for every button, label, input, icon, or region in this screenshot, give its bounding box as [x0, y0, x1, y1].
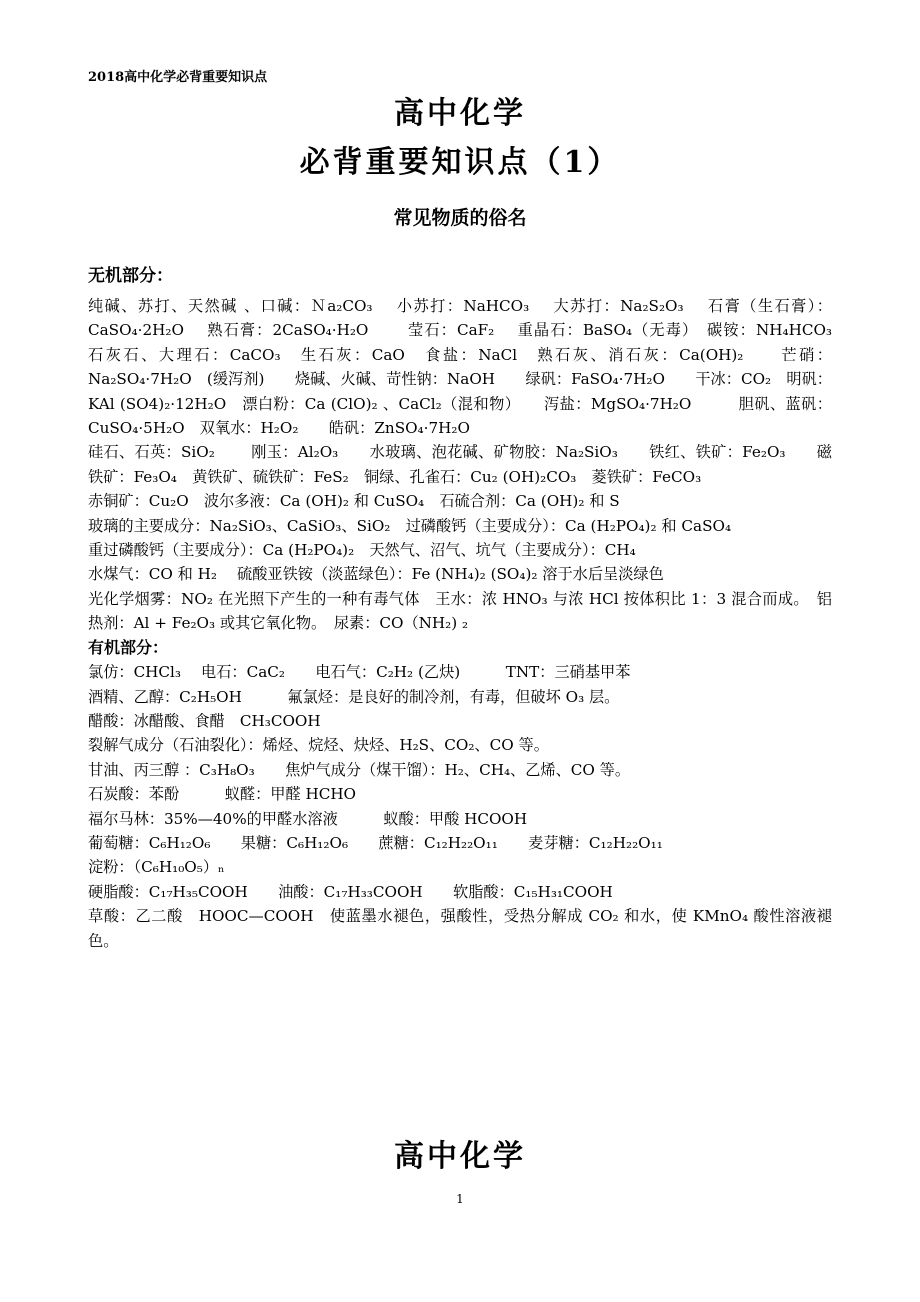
inorganic-paragraph: 重过磷酸钙（主要成分）：Ca (H₂PO₄)₂ 天然气、沼气、坑气（主要成分）：CH₄: [88, 541, 636, 560]
organic-paragraph: 福尔马林：35%—40%的甲醛水溶液 蚁酸：甲酸 HCOOH: [88, 809, 528, 828]
inorganic-paragraph: 水煤气：CO 和 H₂ 硫酸亚铁铵（淡蓝绿色）：Fe (NH₄)₂ (SO₄)₂ 溶于水后呈淡绿色: [88, 565, 664, 584]
inorganic-paragraph: 玻璃的主要成分：Na₂SiO₃、CaSiO₃、SiO₂ 过磷酸钙（主要成分）：Ca (H₂PO₄)₂ 和 CaSO₄: [88, 516, 732, 535]
page-title: 高中化学: [394, 96, 526, 131]
organic-paragraph: 醋酸：冰醋酸、食醋 CH₃COOH: [88, 711, 321, 730]
page-subtitle: 常见物质的俗名: [393, 207, 527, 229]
inorganic-heading: 无机部分：: [88, 266, 173, 286]
page-title-secondary: 必背重要知识点（1）: [299, 145, 621, 180]
footer-title: 高中化学: [394, 1139, 526, 1174]
page-number: 1: [456, 1192, 464, 1206]
organic-paragraph: 酒精、乙醇：C₂H₅OH 氟氯烃：是良好的制冷剂，有毒，但破坏 O₃ 层。: [88, 687, 620, 706]
organic-paragraph: 裂解气成分（石油裂化）：烯烃、烷烃、炔烃、H₂S、CO₂、CO 等。: [88, 736, 549, 755]
organic-heading: 有机部分：: [88, 637, 169, 657]
inorganic-paragraph: 纯碱、苏打、天然碱 、口碱：Ｎa₂CO₃ 小苏打：NaHCO₃ 大苏打：Na₂S₂O₃ 石膏（生石膏）：CaSO₄·2H₂O 熟石膏：2CaSO₄·H₂O 莹石：CaF₂ 重晶石：BaSO₄（无毒） 碳铵：NH₄HCO₃ 石灰石、大理石：CaCO₃ 生石灰：CaO 食盐：NaCl 熟石灰、消石灰：Ca(OH)₂ 芒硝：Na₂SO₄·7H₂O (缓泻剂) 烧碱、火碱、苛性钠：NaOH 绿矾：FaSO₄·7H₂O 干冰：CO₂ 明矾：KAl (SO4)₂·12H₂O 漂白粉：Ca (ClO)₂ 、CaCl₂（混和物） 泻盐：MgSO₄·7H₂O 胆矾、蓝矾：CuSO₄·5H₂O 双氧水：H₂O₂ 皓矾：ZnSO₄·7H₂O: [88, 297, 868, 438]
organic-paragraph: 葡萄糖：C₆H₁₂O₆ 果糖：C₆H₁₂O₆ 蔗糖：C₁₂H₂₂O₁₁ 麦芽糖：C₁₂H₂₂O₁₁: [88, 833, 663, 852]
organic-paragraph: 甘油、丙三醇 ：C₃H₈O₃ 焦炉气成分（煤干馏）：H₂、CH₄、乙烯、CO 等。: [88, 760, 631, 779]
organic-paragraph: 氯仿：CHCl₃ 电石：CaC₂ 电石气：C₂H₂ (乙炔) TNT：三硝基甲苯: [88, 663, 631, 682]
organic-paragraph: 石炭酸：苯酚 蚁醛：甲醛 HCHO: [88, 785, 357, 804]
body-text: [88, 294, 868, 953]
inorganic-paragraph: 光化学烟雾：NO₂ 在光照下产生的一种有毒气体 王水：浓 HNO₃ 与浓 HCl 按体积比 1：3 混合而成。 铝热剂：Al + Fe₂O₃ 或其它氧化物。 尿素：CO（NH₂) ₂: [88, 589, 832, 633]
header-note: 2018高中化学必背重要知识点: [88, 70, 268, 85]
organic-paragraph: 草酸：乙二酸 HOOC—COOH 使蓝墨水褪色，强酸性，受热分解成 CO₂ 和水，使 KMnO₄ 酸性溶液褪色。: [88, 907, 832, 950]
organic-paragraph: 硬脂酸：C₁₇H₃₅COOH 油酸：C₁₇H₃₃COOH 软脂酸：C₁₅H₃₁COOH: [88, 882, 613, 901]
organic-paragraph: 淀粉：（C₆H₁₀O₅）ₙ: [88, 858, 225, 877]
inorganic-paragraph: 硅石、石英：SiO₂ 刚玉：Al₂O₃ 水玻璃、泡花碱、矿物胶：Na₂SiO₃ 铁红、铁矿：Fe₂O₃ 磁铁矿：Fe₃O₄ 黄铁矿、硫铁矿：FeS₂ 铜绿、孔雀石：Cu₂ (OH)₂CO₃ 菱铁矿：FeCO₃: [88, 443, 832, 486]
inorganic-paragraph: 赤铜矿：Cu₂O 波尔多液：Ca (OH)₂ 和 CuSO₄ 石硫合剂：Ca (OH)₂ 和 S: [88, 492, 620, 511]
